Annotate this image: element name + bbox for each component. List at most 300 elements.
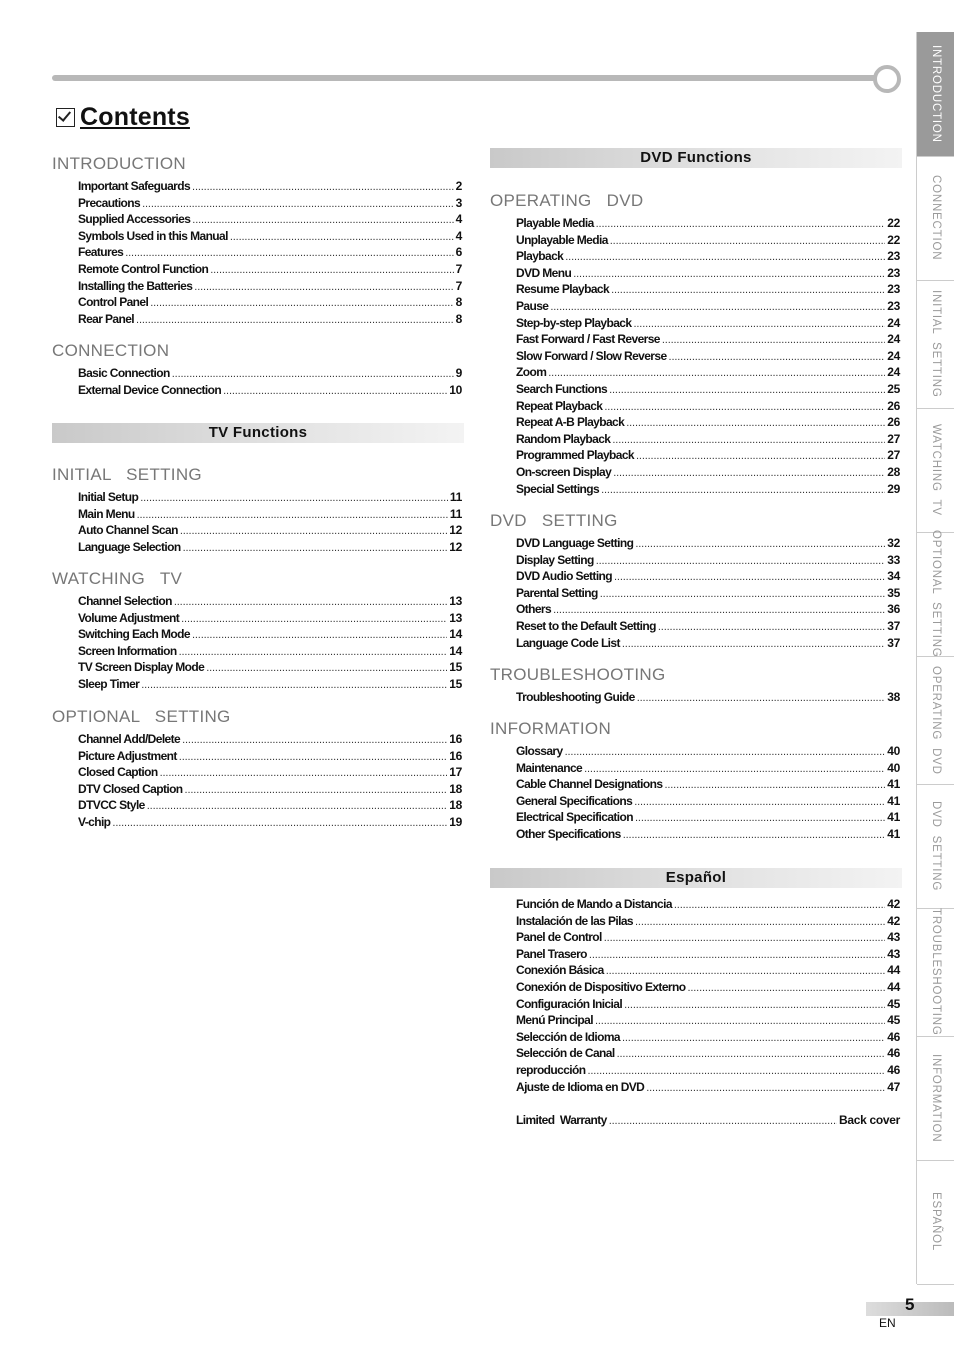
- toc-entry-label: Closed Caption: [78, 765, 158, 780]
- leader-dots: [140, 490, 448, 507]
- side-tab[interactable]: [917, 908, 954, 1037]
- toc-entry-page: 13: [449, 610, 462, 625]
- leader-dots: [610, 233, 885, 250]
- leader-dots: [587, 1063, 885, 1080]
- side-tab[interactable]: [917, 408, 954, 533]
- toc-entry-page: 44: [887, 979, 900, 994]
- toc-entry-page: 35: [887, 585, 900, 600]
- leader-dots: [192, 179, 454, 196]
- toc-entry[interactable]: [78, 781, 462, 798]
- toc-entry-page: 43: [887, 930, 900, 945]
- toc-entry[interactable]: [78, 365, 462, 382]
- toc-entry[interactable]: [516, 331, 900, 348]
- toc-entry-page: 40: [887, 744, 900, 758]
- toc-entry[interactable]: [78, 764, 462, 781]
- toc-entry[interactable]: [516, 618, 900, 635]
- toc-entry-page: Back cover: [838, 1113, 900, 1127]
- section-heading-information: INFORMATION: [490, 719, 612, 738]
- section-heading-optional-setting: OPTIONAL SETTING: [52, 707, 231, 726]
- toc-entry-label: Supplied Accessories: [78, 212, 191, 227]
- toc-entry[interactable]: [78, 676, 462, 693]
- leader-dots: [150, 295, 453, 312]
- side-tab[interactable]: [917, 280, 954, 409]
- toc-entry[interactable]: [516, 248, 900, 265]
- leader-dots: [174, 594, 447, 611]
- toc-entry-label: DVD Audio Setting: [516, 569, 613, 584]
- leader-dots: [606, 963, 886, 980]
- toc-entry[interactable]: [516, 1045, 900, 1062]
- leader-dots: [550, 299, 885, 316]
- toc-entry-page: 23: [887, 265, 900, 280]
- leader-dots: [548, 365, 885, 382]
- leader-dots: [604, 930, 886, 947]
- toc-entry[interactable]: [516, 364, 900, 381]
- leader-dots: [623, 827, 886, 844]
- toc-entry-page: 7: [455, 278, 462, 293]
- toc-entry-label: Menú Principal: [516, 1013, 593, 1028]
- leader-dots: [206, 660, 447, 677]
- toc-entry[interactable]: [516, 535, 900, 552]
- toc-list-watching-tv: [78, 593, 462, 693]
- side-tab[interactable]: [917, 532, 954, 657]
- toc-entry-label: Features: [78, 245, 124, 260]
- toc-entry-label: Precautions: [78, 195, 141, 210]
- toc-entry[interactable]: [516, 996, 900, 1013]
- warranty-entry-wrap: [490, 1112, 900, 1129]
- section-bar-espanol: Español: [490, 868, 902, 888]
- toc-entry-page: 42: [887, 913, 900, 928]
- side-tab-label: DVD SETTING: [930, 800, 942, 892]
- toc-entry[interactable]: [78, 178, 462, 195]
- toc-entry-label: DVD Menu: [516, 265, 572, 280]
- toc-entry[interactable]: [516, 913, 900, 930]
- leader-dots: [626, 415, 885, 432]
- toc-entry-page: 28: [887, 464, 900, 479]
- leader-dots: [147, 798, 448, 815]
- toc-entry-label: Fast Forward / Fast Reverse: [516, 332, 660, 347]
- toc-entry[interactable]: [516, 348, 900, 365]
- toc-entry-label: Reset to the Default Setting: [516, 618, 656, 633]
- leader-dots: [622, 1030, 885, 1047]
- toc-entry-page: 13: [449, 594, 462, 608]
- toc-entry-label: Special Settings: [516, 481, 600, 496]
- toc-entry-label: Control Panel: [78, 295, 149, 310]
- toc-entry[interactable]: [78, 278, 462, 295]
- toc-entry-label: Screen Information: [78, 643, 177, 658]
- top-rule-circle: [873, 65, 901, 93]
- toc-entry-label: Ajuste de Idioma en DVD: [516, 1079, 645, 1094]
- toc-entry-label: Auto Channel Scan: [78, 523, 178, 538]
- toc-entry-label: Important Safeguards: [78, 179, 191, 193]
- leader-dots: [646, 1080, 885, 1097]
- leader-dots: [613, 465, 885, 482]
- leader-dots: [210, 262, 453, 279]
- toc-entry[interactable]: [78, 748, 462, 765]
- toc-entry-page: 16: [449, 748, 462, 763]
- toc-entry-page: 24: [887, 332, 900, 347]
- toc-entry-label: On-screen Display: [516, 464, 612, 479]
- toc-entry[interactable]: [516, 414, 900, 431]
- toc-entry[interactable]: [516, 1012, 900, 1029]
- leader-dots: [634, 794, 885, 811]
- toc-entry[interactable]: [78, 294, 462, 311]
- toc-entry-label: Language Code List: [516, 635, 620, 650]
- toc-entry[interactable]: [516, 1079, 900, 1096]
- checkbox-icon: [56, 108, 75, 127]
- toc-entry-page: 22: [887, 232, 900, 247]
- section-heading-connection: CONNECTION: [52, 341, 170, 360]
- leader-dots: [160, 765, 448, 782]
- toc-entry-label: Search Functions: [516, 381, 608, 396]
- toc-entry-page: 15: [449, 660, 462, 675]
- toc-entry[interactable]: [516, 568, 900, 585]
- toc-entry[interactable]: [78, 311, 462, 328]
- toc-entry-page: 6: [455, 245, 462, 260]
- toc-entry[interactable]: [78, 195, 462, 212]
- toc-list-espanol: [516, 896, 900, 1095]
- toc-entry-label: Zoom: [516, 365, 547, 380]
- toc-entry-label: Cable Channel Designations: [516, 777, 663, 792]
- toc-entry-page: 46: [887, 1062, 900, 1077]
- toc-entry-page: 26: [887, 415, 900, 430]
- toc-entry-label: Repeat Playback: [516, 398, 603, 413]
- toc-entry[interactable]: [78, 731, 462, 748]
- toc-entry-page: 7: [455, 261, 462, 276]
- toc-entry[interactable]: [516, 1029, 900, 1046]
- leader-dots: [635, 536, 885, 553]
- toc-entry-page: 23: [887, 282, 900, 297]
- toc-entry[interactable]: [78, 539, 462, 556]
- toc-entry-page: 44: [887, 963, 900, 978]
- toc-entry[interactable]: [78, 244, 462, 261]
- toc-entry-label: DTV Closed Caption: [78, 781, 183, 796]
- toc-entry[interactable]: [78, 643, 462, 660]
- side-tab[interactable]: [917, 1160, 954, 1285]
- toc-list-connection: [78, 365, 462, 398]
- left-column-connection: [52, 340, 462, 398]
- side-tab[interactable]: [917, 656, 954, 785]
- toc-entry-page: 24: [887, 315, 900, 330]
- toc-entry-label: Electrical Specification: [516, 810, 633, 825]
- toc-entry[interactable]: [516, 760, 900, 777]
- side-tab[interactable]: [917, 156, 954, 281]
- toc-entry[interactable]: [516, 635, 900, 652]
- toc-entry[interactable]: [78, 506, 462, 523]
- toc-entry-page: 36: [887, 602, 900, 617]
- toc-entry[interactable]: [516, 298, 900, 315]
- leader-dots: [573, 266, 885, 283]
- leader-dots: [635, 810, 885, 827]
- toc-entry-page: 29: [887, 481, 900, 496]
- toc-entry-page: 25: [887, 381, 900, 396]
- toc-entry-page: 38: [887, 690, 900, 704]
- toc-entry-page: 14: [449, 643, 462, 658]
- toc-entry[interactable]: [78, 228, 462, 245]
- leader-dots: [192, 212, 453, 229]
- toc-entry-page: 8: [455, 295, 462, 310]
- toc-entry-label: Limited Warranty: [516, 1113, 607, 1127]
- toc-entry[interactable]: [516, 281, 900, 298]
- toc-entry[interactable]: [78, 659, 462, 676]
- leader-dots: [595, 1013, 885, 1030]
- leader-dots: [604, 399, 885, 416]
- toc-entry-page: 27: [887, 448, 900, 463]
- toc-entry-label: Panel de Control: [516, 930, 602, 945]
- left-column-optional: [52, 706, 462, 831]
- toc-entry-label: Panel Trasero: [516, 946, 587, 961]
- toc-entry-page: 12: [449, 539, 462, 554]
- leader-dots: [612, 432, 885, 449]
- page-heading: [56, 103, 190, 132]
- leader-dots: [182, 732, 447, 749]
- toc-entry-label: Sleep Timer: [78, 676, 140, 691]
- toc-entry-label: Instalación de las Pilas: [516, 913, 633, 928]
- toc-entry-label: Parental Setting: [516, 585, 598, 600]
- left-column-initial: [52, 464, 462, 555]
- toc-entry-label: DVD Language Setting: [516, 536, 634, 550]
- toc-entry-label: Random Playback: [516, 431, 611, 446]
- toc-entry-label: DTVCC Style: [78, 798, 145, 813]
- toc-entry-label: Display Setting: [516, 552, 594, 567]
- side-tab[interactable]: [917, 784, 954, 909]
- section-heading-troubleshooting: TROUBLESHOOTING: [490, 665, 666, 684]
- toc-entry[interactable]: [516, 776, 900, 793]
- toc-entry-page: 45: [887, 996, 900, 1011]
- left-column-watching: [52, 568, 462, 693]
- toc-entry[interactable]: [78, 211, 462, 228]
- section-heading-introduction: INTRODUCTION: [52, 154, 186, 173]
- toc-entry-page: 24: [887, 348, 900, 363]
- toc-entry-page: 4: [455, 228, 462, 243]
- toc-entry-label: Playback: [516, 249, 564, 264]
- toc-entry-page: 23: [887, 249, 900, 264]
- section-heading-watching-tv: WATCHING TV: [52, 569, 183, 588]
- toc-entry-page: 41: [887, 777, 900, 792]
- toc-entry-label: Configuración Inicial: [516, 996, 623, 1011]
- side-tab-label: OPERATING DVD: [930, 665, 942, 775]
- leader-dots: [664, 777, 885, 794]
- toc-entry[interactable]: [516, 743, 900, 760]
- toc-entry-page: 46: [887, 1029, 900, 1044]
- leader-dots: [637, 690, 886, 707]
- toc-entry-label: Initial Setup: [78, 490, 139, 504]
- toc-entry-page: 4: [455, 212, 462, 227]
- toc-entry[interactable]: [516, 447, 900, 464]
- leader-dots: [565, 744, 886, 761]
- toc-entry[interactable]: [516, 601, 900, 618]
- toc-entry[interactable]: [516, 585, 900, 602]
- toc-entry[interactable]: [78, 522, 462, 539]
- leader-dots: [589, 947, 885, 964]
- side-tab-label: INITIAL SETTING: [930, 290, 942, 398]
- side-tab-label: ESPAÑOL: [930, 1192, 942, 1252]
- toc-entry-page: 2: [455, 179, 462, 193]
- toc-entry[interactable]: [516, 793, 900, 810]
- side-tab-label: CONNECTION: [930, 175, 942, 261]
- leader-dots: [584, 761, 885, 778]
- toc-entry[interactable]: [516, 896, 900, 913]
- toc-entry[interactable]: [516, 979, 900, 996]
- leader-dots: [669, 349, 886, 366]
- toc-entry[interactable]: [516, 962, 900, 979]
- toc-entry-page: 12: [449, 523, 462, 538]
- leader-dots: [600, 586, 885, 603]
- toc-entry-page: 14: [449, 627, 462, 642]
- right-column-information: [490, 718, 900, 843]
- leader-dots: [137, 507, 448, 524]
- leader-dots: [624, 997, 885, 1014]
- toc-list-initial-setting: [78, 489, 462, 555]
- toc-entry-label: reproducción: [516, 1062, 586, 1077]
- toc-entry-label: Language Selection: [78, 539, 181, 554]
- page-number: 5: [905, 1295, 915, 1314]
- toc-entry-page: 45: [887, 1013, 900, 1028]
- leader-dots: [596, 216, 886, 233]
- leader-dots: [185, 782, 448, 799]
- toc-entry[interactable]: [78, 261, 462, 278]
- toc-list-warranty: [516, 1112, 900, 1129]
- toc-entry[interactable]: [516, 464, 900, 481]
- toc-entry-label: Slow Forward / Slow Reverse: [516, 348, 667, 363]
- toc-entry[interactable]: [516, 232, 900, 249]
- toc-entry-label: Selección de Idioma: [516, 1029, 620, 1044]
- toc-entry[interactable]: [516, 398, 900, 415]
- side-tab-label: INFORMATION: [930, 1053, 942, 1143]
- toc-entry-label: Picture Adjustment: [78, 748, 177, 763]
- toc-entry-label: Channel Add/Delete: [78, 732, 181, 746]
- toc-entry-page: 8: [455, 311, 462, 326]
- right-column-operating: [490, 190, 900, 497]
- toc-entry-label: Main Menu: [78, 506, 135, 521]
- leader-dots: [614, 569, 885, 586]
- toc-list-troubleshooting: [516, 689, 900, 706]
- toc-entry-page: 47: [887, 1079, 900, 1094]
- toc-entry-page: 18: [449, 781, 462, 796]
- toc-entry-page: 40: [887, 760, 900, 775]
- toc-entry-page: 3: [455, 195, 462, 210]
- toc-entry[interactable]: [516, 552, 900, 569]
- section-bar-dvd-functions: DVD Functions: [490, 148, 902, 168]
- toc-entry[interactable]: [516, 381, 900, 398]
- toc-entry-label: Programmed Playback: [516, 448, 634, 463]
- toc-entry[interactable]: [78, 610, 462, 627]
- toc-entry-page: 43: [887, 946, 900, 961]
- side-tab-rail: [916, 32, 954, 1284]
- toc-entry[interactable]: [78, 593, 462, 610]
- toc-entry-label: Other Specifications: [516, 826, 621, 841]
- toc-list-information: [516, 743, 900, 843]
- toc-entry-page: 23: [887, 298, 900, 313]
- leader-dots: [662, 332, 885, 349]
- toc-entry-label: Playable Media: [516, 216, 594, 230]
- toc-list-operating-dvd: [516, 215, 900, 497]
- toc-entry[interactable]: [78, 814, 462, 831]
- leader-dots: [180, 523, 447, 540]
- leader-dots: [635, 914, 885, 931]
- toc-entry-page: 26: [887, 398, 900, 413]
- toc-entry[interactable]: [516, 1062, 900, 1079]
- leader-dots: [141, 677, 447, 694]
- toc-entry-page: 41: [887, 826, 900, 841]
- toc-list-optional-setting: [78, 731, 462, 831]
- section-heading-initial-setting: INITIAL SETTING: [52, 465, 202, 484]
- toc-entry[interactable]: [516, 215, 900, 232]
- leader-dots: [622, 636, 885, 653]
- leader-dots: [183, 540, 448, 557]
- leader-dots: [136, 312, 454, 329]
- toc-entry[interactable]: [78, 382, 462, 399]
- toc-entry-label: Basic Connection: [78, 366, 170, 380]
- toc-entry-page: 19: [449, 814, 462, 829]
- toc-entry[interactable]: [78, 797, 462, 814]
- leader-dots: [611, 282, 885, 299]
- side-tab-label: OPTIONAL SETTING: [930, 530, 942, 658]
- toc-entry[interactable]: [516, 481, 900, 498]
- leader-dots: [596, 553, 886, 570]
- toc-entry-label: Glossary: [516, 744, 563, 758]
- toc-entry[interactable]: [78, 626, 462, 643]
- toc-entry-page: 41: [887, 810, 900, 825]
- toc-entry-label: Others: [516, 602, 552, 617]
- toc-entry-label: Volume Adjustment: [78, 610, 180, 625]
- side-tab[interactable]: [917, 32, 954, 157]
- toc-entry[interactable]: [78, 489, 462, 506]
- toc-entry-label: TV Screen Display Mode: [78, 660, 205, 675]
- leader-dots: [125, 245, 453, 262]
- toc-entry-warranty[interactable]: [516, 1112, 900, 1129]
- leader-dots: [112, 815, 447, 832]
- side-tab[interactable]: [917, 1036, 954, 1161]
- toc-entry-page: 32: [887, 536, 900, 550]
- leader-dots: [609, 1113, 837, 1130]
- toc-entry[interactable]: [516, 826, 900, 843]
- toc-entry[interactable]: [516, 809, 900, 826]
- toc-entry-label: General Specifications: [516, 793, 633, 808]
- toc-entry-page: 17: [449, 765, 462, 780]
- toc-entry-label: Maintenance: [516, 760, 583, 775]
- leader-dots: [658, 619, 885, 636]
- toc-entry-label: Resume Playback: [516, 282, 610, 297]
- toc-entry[interactable]: [516, 315, 900, 332]
- toc-entry-page: 10: [449, 382, 462, 397]
- right-column-espanol: [490, 896, 900, 1095]
- leader-dots: [172, 366, 454, 383]
- leader-dots: [179, 749, 447, 766]
- toc-entry-label: Función de Mando a Distancia: [516, 897, 672, 911]
- toc-entry[interactable]: [516, 431, 900, 448]
- toc-entry-page: 34: [887, 569, 900, 584]
- leader-dots: [687, 980, 885, 997]
- right-column-troubleshooting: [490, 664, 900, 706]
- toc-entry[interactable]: [516, 929, 900, 946]
- toc-entry-label: Installing the Batteries: [78, 278, 193, 293]
- section-heading-operating-dvd: OPERATING DVD: [490, 191, 644, 210]
- toc-entry-page: 41: [887, 793, 900, 808]
- leader-dots: [142, 196, 454, 213]
- toc-entry-label: Selección de Canal: [516, 1046, 615, 1061]
- left-column: [52, 153, 462, 327]
- toc-entry-label: Pause: [516, 298, 549, 313]
- toc-entry-page: 33: [887, 552, 900, 567]
- leader-dots: [179, 644, 448, 661]
- toc-entry[interactable]: [516, 689, 900, 706]
- toc-entry-label: Symbols Used in this Manual: [78, 228, 228, 243]
- toc-entry-page: 11: [449, 490, 462, 504]
- toc-entry-page: 15: [449, 676, 462, 691]
- toc-entry-label: V-chip: [78, 814, 111, 829]
- toc-entry[interactable]: [516, 265, 900, 282]
- toc-entry[interactable]: [516, 946, 900, 963]
